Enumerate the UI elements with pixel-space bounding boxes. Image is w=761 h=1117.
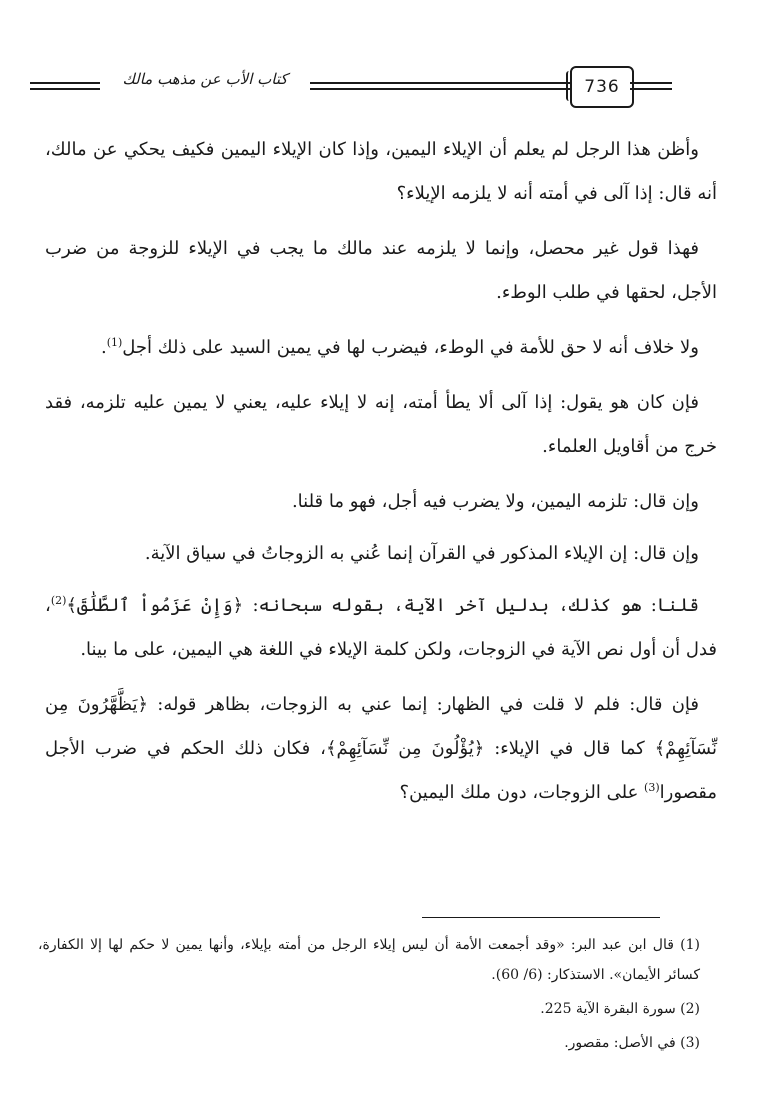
header-rule (630, 82, 672, 84)
footnote: (2) سورة البقرة الآية 225. (540, 1001, 700, 1017)
header-rule (630, 88, 672, 90)
paragraph: فإن كان هو يقول: إذا آلى ألا يطأ أمته، إنه لا إيلاء عليه، يعني لا يمين عليه تلزمه، فقد خرج من أقاويل العلماء. (45, 392, 717, 457)
footnote: (3) في الأصل: مقصور. (564, 1035, 700, 1051)
footnote-ref: (2) (50, 594, 67, 607)
paragraph: قلنا: هو كذلك، بدليل آخر الآية، بقوله سبحانه: ﴿وَإِنْ عَزَمُواْ ٱلطَّلَٰقَ﴾$^{(2)}$، فدل أن أول نص الآية في الزوجات، ولكن كلمة الإيلاء في اللغة هي اليمين، على ما بينا. (45, 594, 717, 660)
footnotes (38, 930, 700, 1062)
paragraph: وأظن هذا الرجل لم يعلم أن الإيلاء اليمين، وإذا كان الإيلاء اليمين فكيف يحكي عن مالك، أنه قال: إذا آلى في أمته أنه لا يلزمه الإيلاء؟ (45, 139, 717, 204)
paragraph: فهذا قول غير محصل، وإنما لا يلزمه عند مالك ما يجب في الإيلاء للزوجة من ضرب الأجل، لحقها في طلب الوطء. (45, 238, 717, 303)
main-text (45, 128, 717, 826)
footnote-separator (422, 917, 660, 918)
header-rule (310, 82, 570, 84)
paragraph: فإن قال: فلم لا قلت في الظهار: إنما عني به الزوجات، بظاهر قوله: ﴿يَظَّهَّرُونَ مِن نِّسَآئِهِمْ﴾ كما قال في الإيلاء: ﴿يُؤْلُونَ مِن نِّسَآئِهِمْ﴾، فكان ذلك الحكم في ضرب الأجل مقصورا$^{(3)}$ على الزوجات، دون ملك اليمين؟ (45, 694, 717, 803)
paragraph: ولا خلاف أنه لا حق للأمة في الوطء، فيضرب لها في يمين السيد على ذلك أجل$^{(1)}$. (100, 336, 699, 358)
page-header (30, 62, 730, 112)
header-rule (30, 82, 100, 84)
footnote-ref: (1) (106, 336, 123, 349)
header-rule (30, 88, 100, 90)
footnote-ref: (3) (644, 781, 660, 794)
page-number: 736 (570, 66, 634, 108)
footnote: (1) قال ابن عبد البر: «وقد أجمعت الأمة أن ليس إيلاء الرجل من أمته بإيلاء، وأنها يمين لا حكم لها إلا الكفارة، كسائر الأيمان». الاستذكار: (6/ 60). (38, 937, 700, 983)
paragraph: وإن قال: إن الإيلاء المذكور في القرآن إنما عُني به الزوجاتُ في سياق الآية. (144, 543, 699, 564)
paragraph: وإن قال: تلزمه اليمين، ولا يضرب فيه أجل، فهو ما قلنا. (291, 491, 699, 512)
header-rule (310, 88, 570, 90)
running-title: كتاب الأب عن مذهب مالك (122, 70, 288, 88)
